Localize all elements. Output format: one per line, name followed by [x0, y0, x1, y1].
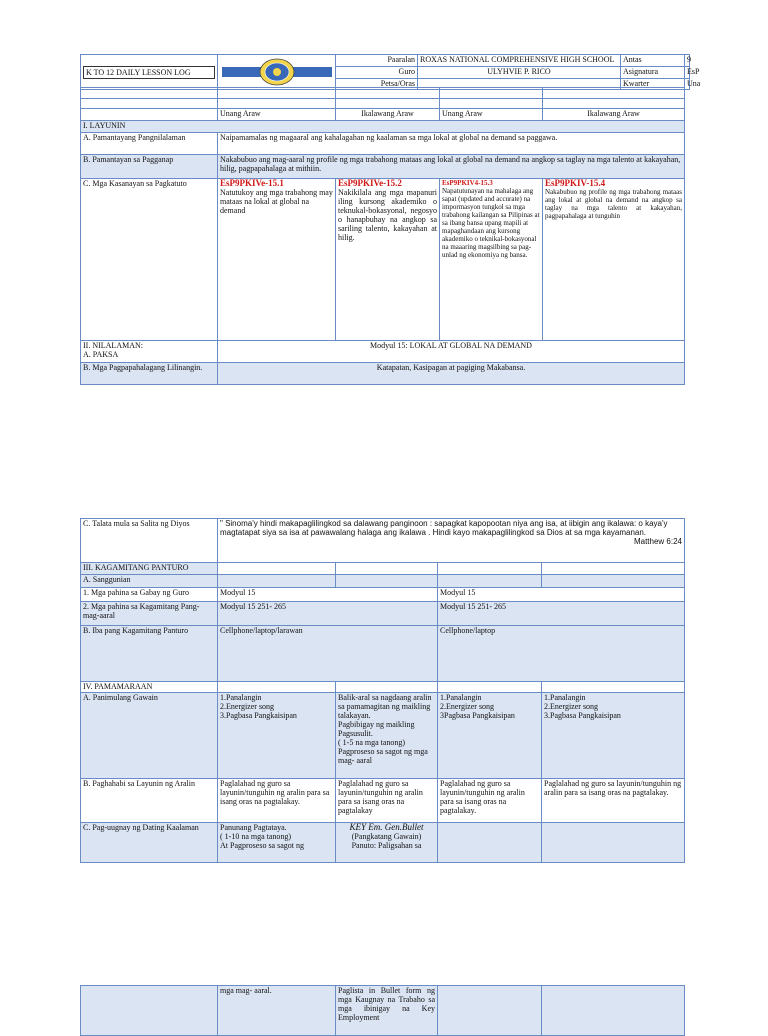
- kagamitan-title: III. KAGAMITANG PANTURO: [81, 563, 218, 575]
- key-emp-text: Panuto: Paligsahan sa: [351, 841, 422, 850]
- paghahabi-col-4: Paglalahad ng guro sa layunin/tunguhin ng aralin para sa isang oras na pagtalakay.: [542, 779, 685, 823]
- iba-value-2: Cellphone/laptop: [438, 626, 685, 682]
- dll-header-table: [80, 54, 701, 90]
- competency-text: Nakikilala ang mga mapanuri iling kursong akademiko o teknukal-bokasyonal, negosyo o hanapbuhay na angkop sa sariling talento, kakayahan at hilig.: [338, 188, 437, 242]
- competency-code: EsP9PKIV4-15.3: [442, 179, 493, 187]
- verse-cell: [218, 519, 685, 563]
- doc-title: K TO 12 DAILY LESSON LOG: [83, 66, 215, 79]
- pagpapahalaga-label: B. Mga Pagpapahalagang Lilinangin.: [81, 363, 218, 385]
- competency-text: Napatutunayan na mahalaga ang sapat (updated and accurate) na impormasyon tungkol sa mga trabahong kailangan sa Pilipinas at sa ibang bansa upang mapili at mapaghandaan ang kursong akademiko o teknikal-bokasyonal na maaaring magsilbing sa pag-unlad ng ekonomiya ng bansa.: [442, 187, 540, 259]
- day-3: Unang Araw: [440, 109, 543, 121]
- guro-value: ULYHVIE P. RICO: [418, 67, 621, 78]
- competency-code: EsP9PKIV-15.4: [545, 178, 606, 188]
- pangnilalaman-value: Naipamamalas ng magaaral ang kahalagahan ng kaalaman sa mga lokal at global na demand sa paggawa.: [218, 133, 685, 155]
- panimulang-col-1: 1.Panalangin 2.Energizer song 3.Pagbasa Pangkaisipan: [218, 693, 336, 779]
- key-emp-title: KEY Em. Gen.Bullet: [349, 822, 424, 832]
- pag-uugnay-col-1: Panunang Pagtataya. ( 1-10 na mga tanong) At Pagproseso sa sagot ng: [218, 823, 336, 863]
- blank-row: [81, 88, 685, 99]
- panimulang-col-4: 1.Panalangin 2.Energizer song 3.Pagbasa Pangkaisipan: [542, 693, 685, 779]
- gabay-label: 1. Mga pahina sa Gabay ng Guro: [81, 588, 218, 602]
- competency-4: [543, 179, 685, 341]
- paghahabi-label: B. Paghahabi sa Layunin ng Aralin: [81, 779, 218, 823]
- panimulang-gawain-label: A. Panimulang Gawain: [81, 693, 218, 779]
- asignatura-label: Asignatura: [621, 67, 685, 78]
- nilalaman-title: II. NILALAMAN:: [83, 341, 143, 350]
- paghahabi-col-3: Paglalahad ng guro sa layunin/tunguhin ng aralin para sa isang oras na pagtalakay.: [438, 779, 542, 823]
- paaralan-label: Paaralan: [336, 55, 418, 67]
- competency-1: [218, 179, 336, 341]
- paghahabi-col-1: Paglalahad ng guro sa layunin/tunguhin ng aralin para sa isang oras na pagtalakay.: [218, 779, 336, 823]
- continuation-col-1: mga mag- aaral.: [218, 986, 336, 1036]
- iba-value-1: Cellphone/laptop/larawan: [218, 626, 438, 682]
- pagganap-value: Nakabubuo ang mag-aaral ng profile ng mga trabahong mataas ang lokal at global na demand na angkop sa taglay na mga talento at kakayahan, hilig, pagpapahalaga at mithiin.: [218, 155, 685, 179]
- panimulang-col-2: Balik-aral sa nagdaang aralin sa pamamagitan ng maikling talakayan. Pagbibigay ng maikling Pagsusulit. ( 1-5 na mga tanong) Pagproseso sa sagot ng mga mag- aaral: [336, 693, 438, 779]
- panimulang-col-3: 1.Panalangin 2.Energizer song 3Pagbasa Pangkaisipan: [438, 693, 542, 779]
- competency-code: EsP9PKIVe-15.2: [338, 178, 402, 188]
- school-logo-icon: [222, 57, 332, 87]
- competency-3: [440, 179, 543, 341]
- competency-code: EsP9PKIVe-15.1: [220, 178, 284, 188]
- verse-reference: Matthew 6:24: [633, 537, 682, 546]
- sanggunian-label: A. Sanggunian: [81, 575, 218, 588]
- kwarter-value: Una: [685, 78, 690, 89]
- iba-pang-kagamitan-label: B. Iba pang Kagamitang Panturo: [81, 626, 218, 682]
- pamamaraan-title: IV. PAMAMARAAN: [81, 682, 218, 693]
- key-emp-sub: (Pangkatang Gawain): [351, 832, 422, 841]
- kagamitang-pang-mag-aaral-label: 2. Mga pahina sa Kagamitang Pang-mag-aaral: [81, 602, 218, 626]
- verse-text: " Sinoma'y hindi makapaglilingkod sa dalawang panginoon : sapagkat kapopootan niya ang isa, at iibigin ang ikalawa: o kaya'y magtatapat siya sa isa at pawawalang halaga ang ikalawa . Hindi kayo makapaglilingkod sa Dios at sa mga kayamanan.: [220, 519, 668, 537]
- talata-label: C. Talata mula sa Salita ng Diyos: [81, 519, 218, 563]
- kasanayan-label: C. Mga Kasanayan sa Pagkatuto: [81, 179, 218, 341]
- competency-2: [336, 179, 440, 341]
- lesson-table-2: [80, 518, 685, 863]
- day-2: Ikalawang Araw: [336, 109, 440, 121]
- gabay-value-2: Modyul 15: [438, 588, 685, 602]
- logo-cell: [218, 55, 336, 90]
- guro-label: Guro: [336, 67, 418, 78]
- pag-uugnay-label: C. Pag-uugnay ng Dating Kaalaman: [81, 823, 218, 863]
- days-row: [81, 109, 685, 121]
- kagamitan-value-2: Modyul 15 251- 265: [438, 602, 685, 626]
- competency-text: Natutukoy ang mga trabahong may mataas na lokal at global na demand: [220, 188, 333, 215]
- gabay-value-1: Modyul 15: [218, 588, 438, 602]
- day-4: Ikalawang Araw: [543, 109, 685, 121]
- lesson-table-3: [80, 985, 685, 1036]
- antas-label: Antas: [621, 55, 685, 67]
- paaralan-value: ROXAS NATIONAL COMPREHENSIVE HIGH SCHOOL: [418, 55, 621, 67]
- paksa-value: Modyul 15: LOKAL AT GLOBAL NA DEMAND: [218, 341, 685, 363]
- antas-value: 9: [685, 55, 690, 67]
- day-1: Unang Araw: [218, 109, 336, 121]
- lesson-table-1: [80, 87, 685, 385]
- competency-text: Nakabubuo ng profile ng mga trabahong mataas ang lokal at global na demand na angkop sa taglay na mga talento at kakayahan, pagpapahalaga at tunguhin: [545, 188, 682, 220]
- kagamitan-value-1: Modyul 15 251- 265: [218, 602, 438, 626]
- continuation-col-2: Paglista in Bullet form ng mga Kaugnay na Trabaho sa mga ibinigay na Key Employment: [336, 986, 438, 1036]
- pag-uugnay-col-2: [336, 823, 438, 863]
- paksa-label: A. PAKSA: [83, 350, 119, 359]
- doc-title-cell: [81, 55, 218, 90]
- pagpapahalaga-value: Katapatan, Kasipagan at pagiging Makabansa.: [218, 363, 685, 385]
- paghahabi-col-2: Paglalahad ng guro sa layunin/tunguhin ng aralin para sa isang oras na pagtalakay: [336, 779, 438, 823]
- petsa-label: Petsa/Oras: [336, 78, 418, 89]
- asignatura-value: EsP: [685, 67, 690, 78]
- pagganap-label: B. Pamantayan sa Pagganap: [81, 155, 218, 179]
- nilalaman-label: [81, 341, 218, 363]
- layunin-title: I. LAYUNIN: [81, 121, 685, 133]
- blank-row: [81, 99, 685, 109]
- kwarter-label: Kwarter: [621, 78, 685, 89]
- pangnilalaman-label: A. Pamantayang Pangnilalaman: [81, 133, 218, 155]
